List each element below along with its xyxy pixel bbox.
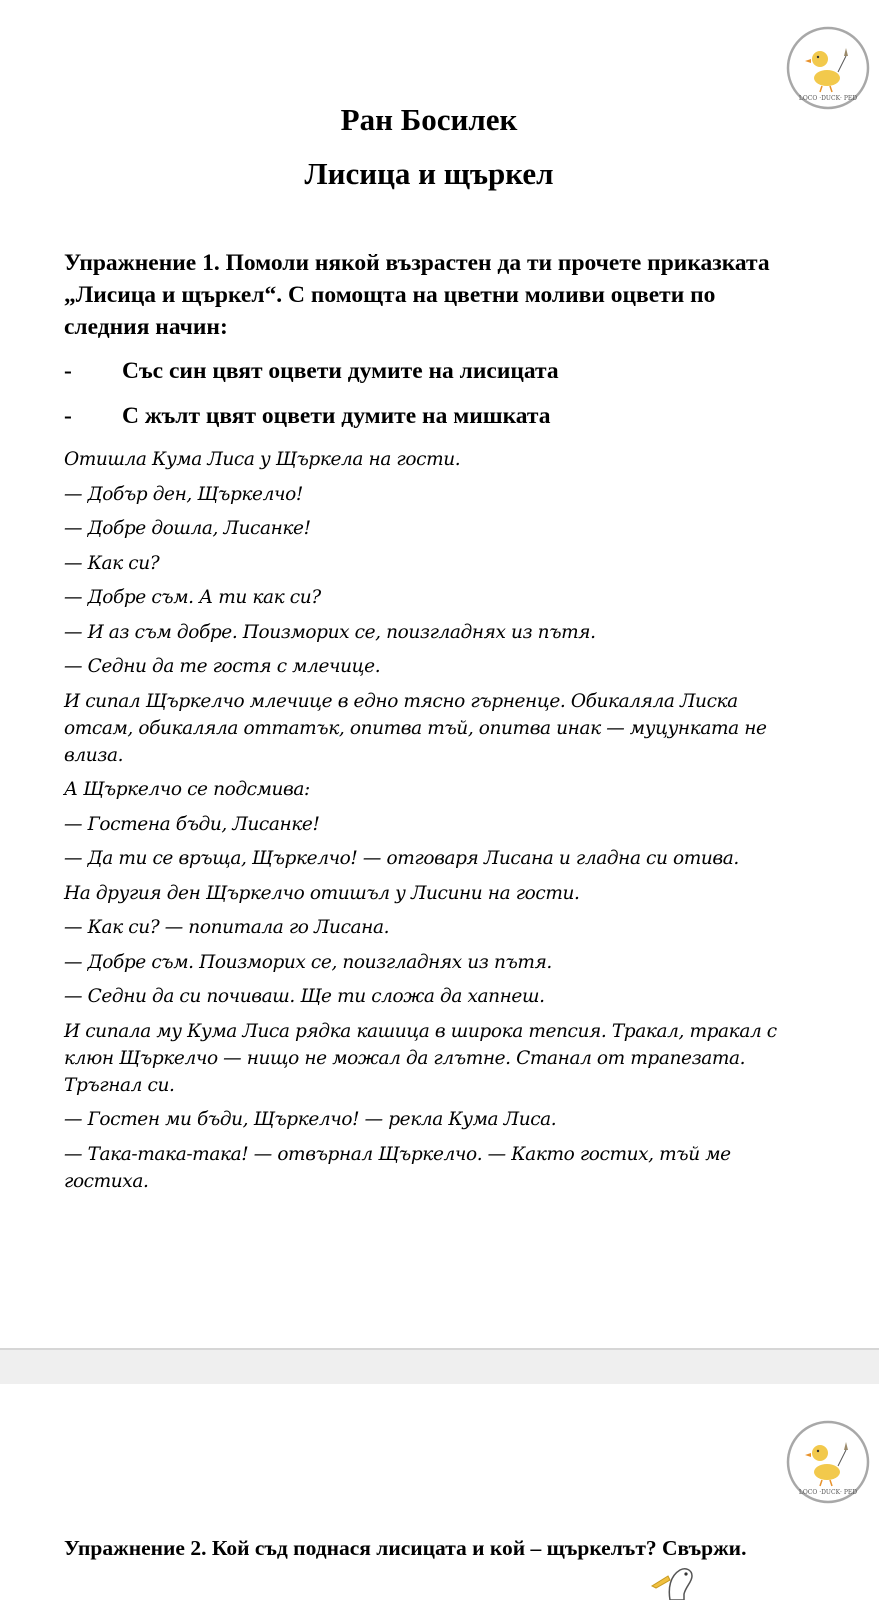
story-paragraph: — Как си? — попитала го Лисана. [64,917,390,938]
instruction-text: С жълт цвят оцвети думите на мишката [122,403,551,429]
story-paragraph: — Добре съм. Поизморих се, поизгладнях из пътя. [64,951,552,973]
instruction-text: Със син цвят оцвети думите на лисицата [122,358,559,384]
story-paragraph: — Гостена бъди, Лисанке! [64,813,320,835]
story-paragraph: — Да ти се връща, Щъркелчо! — отговаря Лисана и гладна си отива. [64,848,739,869]
exercise-2-text: Упражнение 2. Кой съд поднася лисицата и кой – щъркелът? Свържи. [64,1536,747,1560]
exercise-1-text: Упражнение 1. Помоли някой възрастен да ти прочете приказката „Лисица и щъркел“. С помощта на цветни моливи оцвети по следния начин: [64,250,770,340]
story-paragraph: А Щъркелчо се подсмива: [64,779,310,800]
story-title: Лисица и щъркел [304,156,554,191]
story-paragraph: — Добре съм. А ти как си? [64,587,321,608]
duck-logo-icon [786,26,870,110]
brand-logo [786,26,870,110]
story-text [64,446,788,1202]
page-2 [0,1384,879,1600]
instruction-marker: - [64,358,72,384]
story-paragraph: И сипал Щъркелчо млечице в едно тясно гърненце. Обикаляла Лиска отсам, обикаляла оттатък, опитва тъй, опитва инак — муцунката не влиза. [64,690,767,766]
brand-logo [786,1420,870,1504]
story-paragraph: Отишла Кума Лиса у Щъркела на гости. [64,449,461,470]
story-paragraph: — Гостен ми бъди, Щъркелчо! — рекла Кума Лиса. [64,1109,557,1130]
page-separator [0,1348,879,1384]
instruction-marker: - [64,403,72,429]
story-paragraph: — Добре дошла, Лисанке! [64,518,311,539]
story-paragraph: — Седни да те гостя с млечице. [64,656,381,677]
duck-logo-icon [786,1420,870,1504]
svg-text:LOCO ·DUCK· PED: LOCO ·DUCK· PED [798,1489,858,1496]
story-paragraph: На другия ден Щъркелчо отишъл у Лисини на гости. [64,882,580,904]
story-paragraph: — Седни да си почиваш. Ще ти сложа да хапнеш. [64,986,545,1007]
story-paragraph: И сипала му Кума Лиса рядка кашица в широка тепсия. Тракал, тракал с клюн Щъркелчо — нищо не можал да глътне. Станал от трапезата. Тръгнал си. [64,1020,777,1096]
story-paragraph: — Така-така-така! — отвърнал Щъркелчо. — Както гостих, тъй ме гостиха. [64,1143,731,1192]
stork-illustration-icon [646,1562,716,1600]
story-paragraph: — Добър ден, Щъркелчо! [64,483,303,505]
story-paragraph: — Как си? [64,552,160,574]
story-paragraph: — И аз съм добре. Поизморих се, поизгладнях из пътя. [64,621,596,643]
svg-text:LOCO ·DUCK· PED: LOCO ·DUCK· PED [798,95,858,102]
author-name: Ран Босилек [340,102,518,137]
